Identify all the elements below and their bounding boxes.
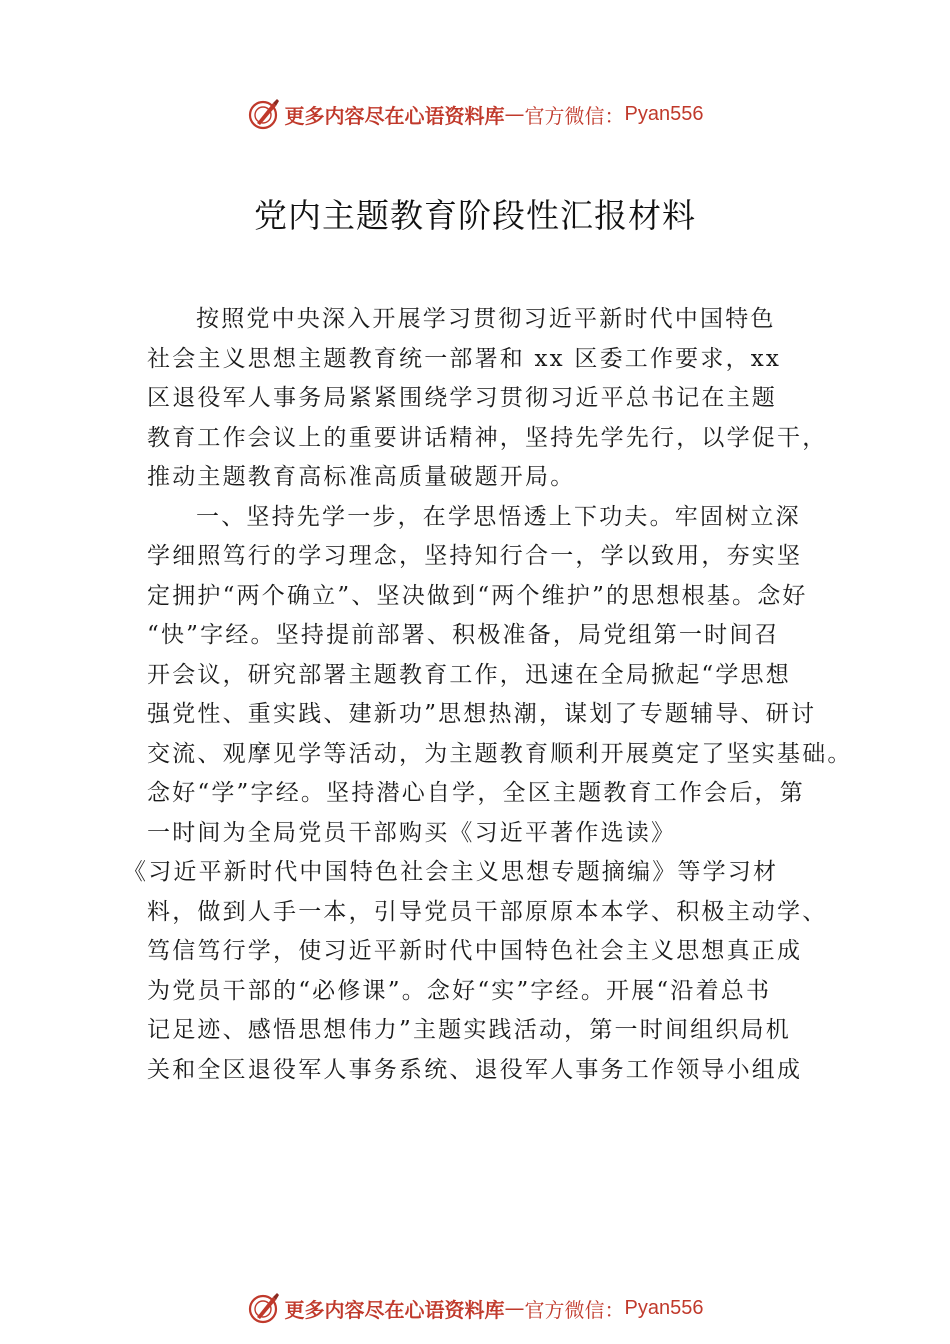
- text-line: 开会议，研究部署主题教育工作，迅速在全局掀起“学思想: [147, 661, 791, 688]
- brand-name: 更多内容尽在心语资料库: [284, 103, 505, 128]
- wechat-id: Pyan556: [624, 1296, 704, 1319]
- banner-dash: —: [504, 102, 525, 126]
- text-line: 笃信笃行学，使习近平新时代中国特色社会主义思想真正成: [147, 938, 803, 964]
- text-line: 社会主义思想主题教育统一部署和 xx 区委工作要求，xx: [147, 345, 782, 372]
- document-title: 党内主题教育阶段性汇报材料: [254, 196, 696, 235]
- header-banner: [0, 94, 950, 134]
- document-body: [123, 300, 853, 1090]
- text-line: 按照党中央深入开展学习贯彻习近平新时代中国特色: [196, 306, 776, 332]
- text-line: 教育工作会议上的重要讲话精神，坚持先学先行，以学促干，: [147, 424, 828, 451]
- footer-banner: [0, 1288, 950, 1328]
- text-line: 交流、观摩见学等活动，为主题教育顺利开展奠定了坚实基础。: [147, 740, 853, 767]
- wechat-id: Pyan556: [624, 102, 704, 125]
- brand-name: 更多内容尽在心语资料库: [284, 1297, 505, 1322]
- text-line: 强党性、重实践、建新功”思想热潮，谋划了专题辅导、研讨: [147, 701, 817, 727]
- text-line: 一、坚持先学一步，在学思悟透上下功夫。牢固树立深: [196, 503, 801, 530]
- text-line: 区退役军人事务局紧紧围绕学习贯彻习近平总书记在主题: [147, 385, 777, 411]
- text-line: 念好“学”字经。坚持潜心自学，全区主题教育工作会后，第: [147, 780, 805, 806]
- wechat-label: 官方微信：: [524, 1297, 625, 1322]
- text-line: 推动主题教育高标准高质量破题开局。: [147, 464, 576, 490]
- wechat-label: 官方微信：: [524, 103, 625, 128]
- banner-dash: —: [504, 1296, 525, 1320]
- text-line: “快”字经。坚持提前部署、积极准备，局党组第一时间召: [147, 622, 780, 648]
- pen-logo-icon: [247, 1291, 281, 1325]
- pen-logo-icon: [247, 97, 281, 131]
- text-line: 定拥护“两个确立”、坚决做到“两个维护”的思想根基。念好: [147, 582, 808, 609]
- text-line: 料，做到人手一本，引导党员干部原原本本学、积极主动学、: [147, 898, 828, 925]
- text-line: 学细照笃行的学习理念，坚持知行合一，学以致用，夯实坚: [147, 543, 803, 569]
- text-line: 《习近平新时代中国特色社会主义思想专题摘编》等学习材: [123, 859, 779, 885]
- text-line: 一时间为全局党员干部购买《习近平著作选读》: [147, 819, 677, 846]
- text-line: 为党员干部的“必修课”。念好“实”字经。开展“沿着总书: [147, 977, 772, 1004]
- text-line: 记足迹、感悟思想伟力”主题实践活动，第一时间组织局机: [147, 1017, 791, 1043]
- text-line: 关和全区退役军人事务系统、退役军人事务工作领导小组成: [147, 1056, 803, 1083]
